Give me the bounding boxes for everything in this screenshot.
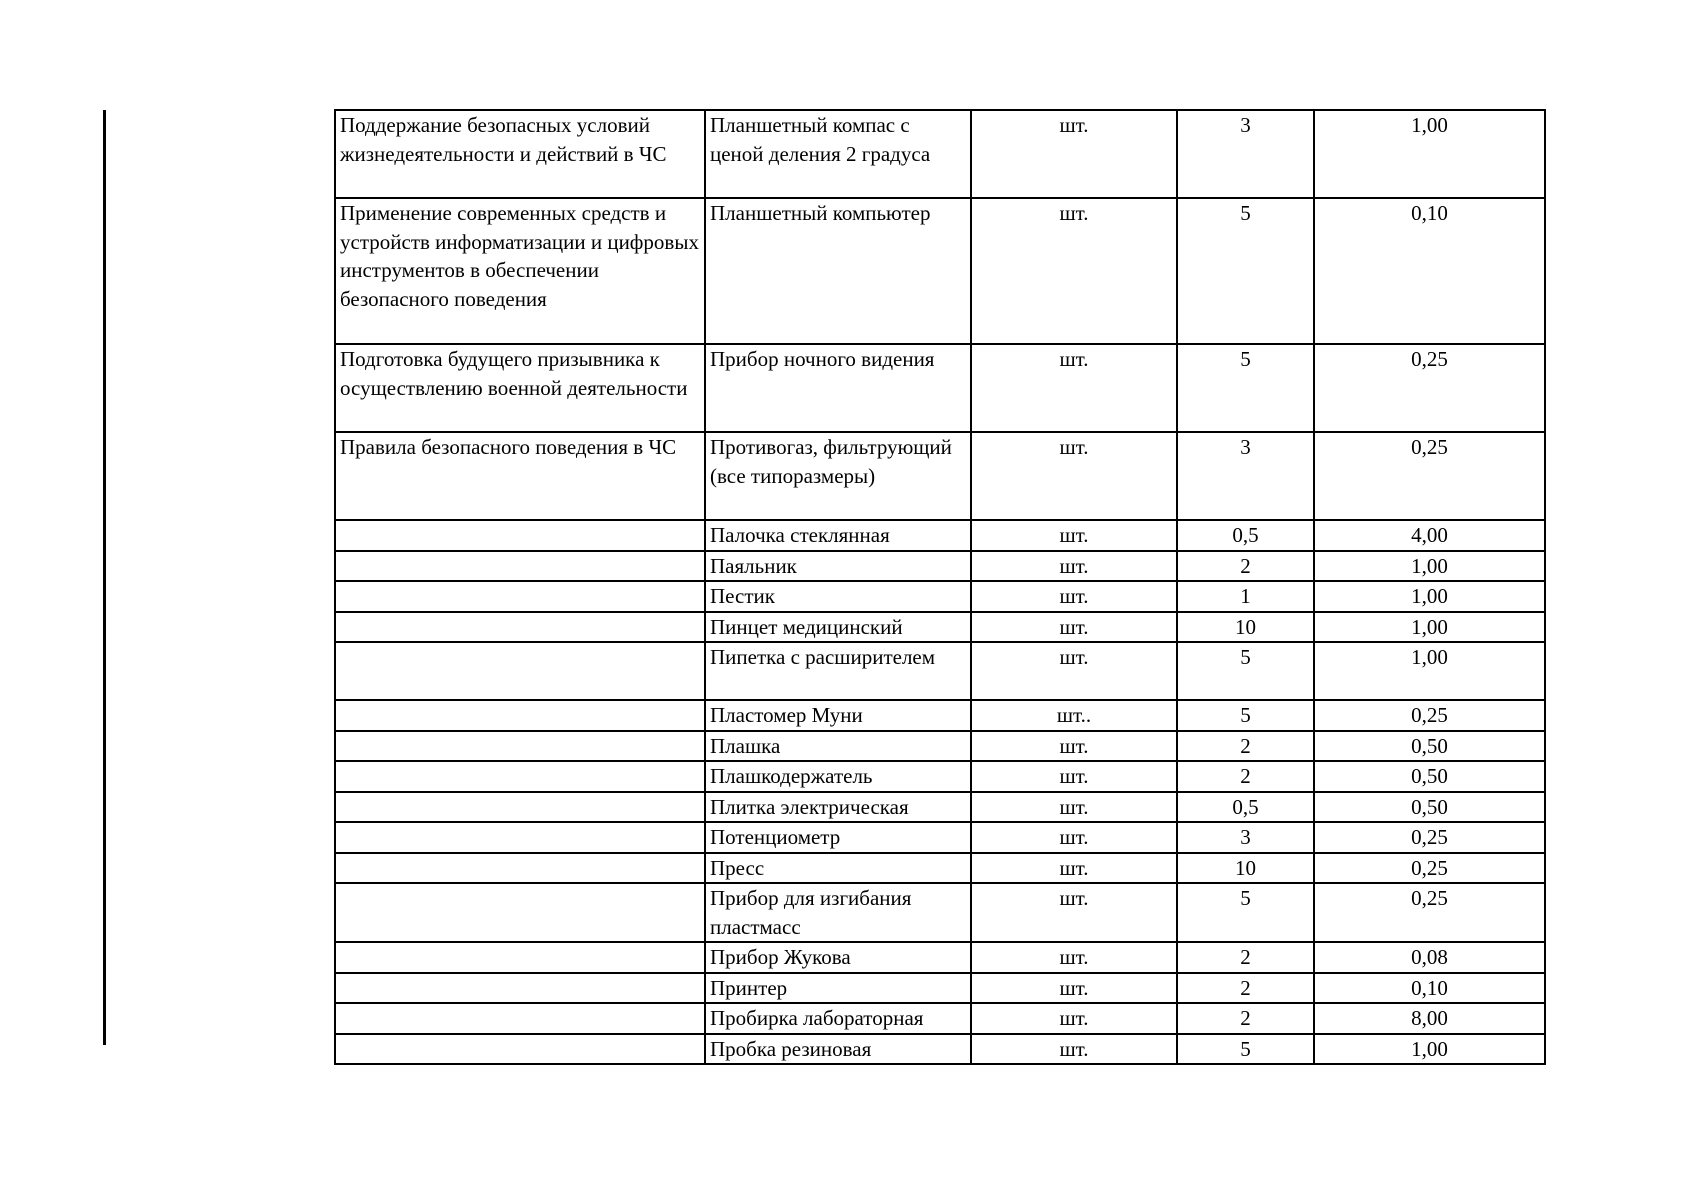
item-cell: Прибор для изгибания пластмасс	[705, 883, 971, 942]
section-cell: Применение современных средств и устройств информатизации и цифровых инструментов в обеспечении безопасного поведения	[335, 198, 705, 344]
table-row	[335, 883, 1545, 942]
table-row	[335, 551, 1545, 582]
unit-cell: шт.	[971, 551, 1177, 582]
unit-cell: шт.	[971, 110, 1177, 198]
unit-cell: шт.	[971, 942, 1177, 973]
table-row	[335, 110, 1545, 198]
section-cell: Подготовка будущего призывника к осуществлению военной деятельности	[335, 344, 705, 432]
item-cell: Потенциометр	[705, 822, 971, 853]
item-cell: Паяльник	[705, 551, 971, 582]
unit-cell: шт.	[971, 1003, 1177, 1034]
norm-cell: 0,25	[1314, 700, 1545, 731]
page-margin-rule	[103, 110, 106, 1045]
table-row	[335, 432, 1545, 520]
qty-cell: 3	[1177, 822, 1314, 853]
table-row	[335, 942, 1545, 973]
table-row	[335, 822, 1545, 853]
qty-cell: 10	[1177, 853, 1314, 884]
unit-cell: шт.	[971, 1034, 1177, 1065]
qty-cell: 10	[1177, 612, 1314, 643]
qty-cell: 5	[1177, 700, 1314, 731]
unit-cell: шт.	[971, 973, 1177, 1004]
norm-cell: 1,00	[1314, 642, 1545, 700]
unit-cell: шт.	[971, 731, 1177, 762]
norm-cell: 0,25	[1314, 883, 1545, 942]
unit-cell: шт.	[971, 883, 1177, 942]
item-cell: Пробка резиновая	[705, 1034, 971, 1065]
item-cell: Пресс	[705, 853, 971, 884]
table-row	[335, 1003, 1545, 1034]
unit-cell: шт.	[971, 432, 1177, 520]
norm-cell: 0,50	[1314, 731, 1545, 762]
section-cell: Поддержание безопасных условий жизнедеятельности и действий в ЧС	[335, 110, 705, 198]
qty-cell: 0,5	[1177, 520, 1314, 551]
unit-cell: шт..	[971, 700, 1177, 731]
norm-cell: 1,00	[1314, 110, 1545, 198]
item-cell: Принтер	[705, 973, 971, 1004]
section-cell	[335, 1003, 705, 1034]
table-row	[335, 973, 1545, 1004]
qty-cell: 5	[1177, 642, 1314, 700]
item-cell: Прибор ночного видения	[705, 344, 971, 432]
norm-cell: 0,25	[1314, 853, 1545, 884]
section-cell	[335, 761, 705, 792]
norm-cell: 8,00	[1314, 1003, 1545, 1034]
unit-cell: шт.	[971, 853, 1177, 884]
norm-cell: 1,00	[1314, 581, 1545, 612]
qty-cell: 5	[1177, 883, 1314, 942]
section-cell	[335, 581, 705, 612]
table-row	[335, 731, 1545, 762]
table-row	[335, 612, 1545, 643]
item-cell: Плашка	[705, 731, 971, 762]
table-row	[335, 520, 1545, 551]
section-cell	[335, 973, 705, 1004]
norm-cell: 0,08	[1314, 942, 1545, 973]
norm-cell: 1,00	[1314, 612, 1545, 643]
item-cell: Плашкодержатель	[705, 761, 971, 792]
table-row	[335, 761, 1545, 792]
qty-cell: 2	[1177, 761, 1314, 792]
table-row	[335, 198, 1545, 344]
section-cell	[335, 642, 705, 700]
section-cell	[335, 822, 705, 853]
unit-cell: шт.	[971, 344, 1177, 432]
qty-cell: 3	[1177, 110, 1314, 198]
unit-cell: шт.	[971, 792, 1177, 823]
norm-cell: 0,50	[1314, 792, 1545, 823]
item-cell: Планшетный компас с ценой деления 2 градуса	[705, 110, 971, 198]
section-cell	[335, 792, 705, 823]
unit-cell: шт.	[971, 822, 1177, 853]
item-cell: Пинцет медицинский	[705, 612, 971, 643]
qty-cell: 1	[1177, 581, 1314, 612]
norm-cell: 0,50	[1314, 761, 1545, 792]
qty-cell: 2	[1177, 731, 1314, 762]
norm-cell: 4,00	[1314, 520, 1545, 551]
section-cell	[335, 1034, 705, 1065]
table-row	[335, 581, 1545, 612]
section-cell	[335, 551, 705, 582]
item-cell: Прибор Жукова	[705, 942, 971, 973]
table-row	[335, 642, 1545, 700]
qty-cell: 5	[1177, 1034, 1314, 1065]
item-cell: Противогаз, фильтрующий (все типоразмеры)	[705, 432, 971, 520]
section-cell	[335, 942, 705, 973]
qty-cell: 3	[1177, 432, 1314, 520]
item-cell: Пробирка лабораторная	[705, 1003, 971, 1034]
item-cell: Пластомер Муни	[705, 700, 971, 731]
norm-cell: 0,10	[1314, 973, 1545, 1004]
qty-cell: 2	[1177, 1003, 1314, 1034]
section-cell	[335, 883, 705, 942]
table-row	[335, 853, 1545, 884]
table-row	[335, 1034, 1545, 1065]
table-row	[335, 344, 1545, 432]
unit-cell: шт.	[971, 520, 1177, 551]
qty-cell: 5	[1177, 198, 1314, 344]
item-cell: Планшетный компьютер	[705, 198, 971, 344]
qty-cell: 2	[1177, 973, 1314, 1004]
equipment-table	[334, 109, 1546, 1065]
section-cell	[335, 700, 705, 731]
item-cell: Пипетка с расширителем	[705, 642, 971, 700]
section-cell	[335, 612, 705, 643]
section-cell	[335, 853, 705, 884]
unit-cell: шт.	[971, 642, 1177, 700]
item-cell: Плитка электрическая	[705, 792, 971, 823]
norm-cell: 0,10	[1314, 198, 1545, 344]
unit-cell: шт.	[971, 761, 1177, 792]
item-cell: Пестик	[705, 581, 971, 612]
norm-cell: 0,25	[1314, 822, 1545, 853]
table-row	[335, 792, 1545, 823]
unit-cell: шт.	[971, 612, 1177, 643]
qty-cell: 2	[1177, 551, 1314, 582]
table-row	[335, 700, 1545, 731]
norm-cell: 1,00	[1314, 551, 1545, 582]
section-cell	[335, 731, 705, 762]
section-cell: Правила безопасного поведения в ЧС	[335, 432, 705, 520]
norm-cell: 0,25	[1314, 344, 1545, 432]
unit-cell: шт.	[971, 198, 1177, 344]
qty-cell: 5	[1177, 344, 1314, 432]
qty-cell: 2	[1177, 942, 1314, 973]
item-cell: Палочка стеклянная	[705, 520, 971, 551]
section-cell	[335, 520, 705, 551]
qty-cell: 0,5	[1177, 792, 1314, 823]
unit-cell: шт.	[971, 581, 1177, 612]
norm-cell: 0,25	[1314, 432, 1545, 520]
norm-cell: 1,00	[1314, 1034, 1545, 1065]
